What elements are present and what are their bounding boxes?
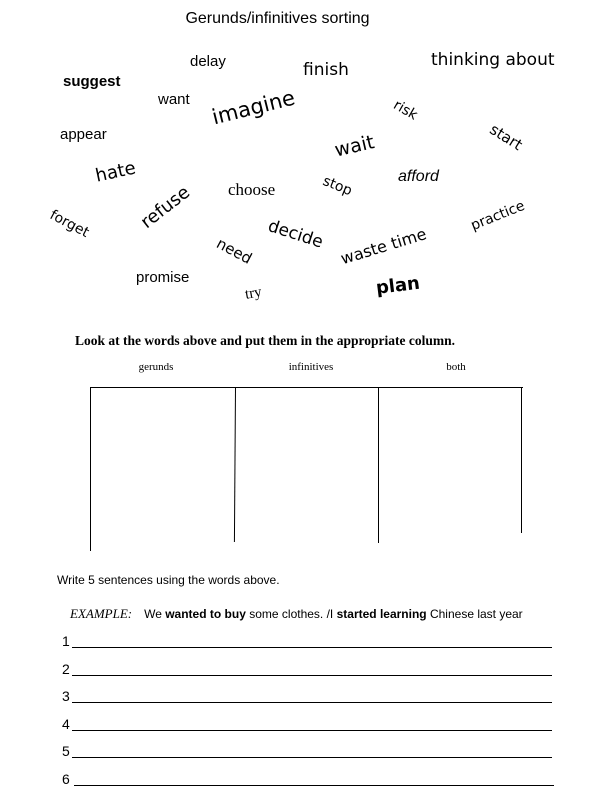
worksheet-title: Gerunds/infinitives sorting: [185, 10, 370, 27]
table-top-border: [90, 387, 523, 388]
word-stop: stop: [320, 173, 355, 200]
table-divider-2: [378, 387, 379, 543]
table-right-border: [521, 387, 522, 533]
writing-line-2[interactable]: [72, 675, 552, 676]
word-afford: afford: [398, 168, 439, 185]
word-risk: risk: [390, 97, 421, 124]
word-thinking-about: thinking about: [431, 50, 555, 70]
word-try: try: [243, 284, 264, 303]
example-text-1: We: [144, 607, 166, 621]
writing-line-5[interactable]: [72, 757, 552, 758]
word-need: need: [213, 234, 256, 268]
line-number-5: 5: [62, 743, 70, 759]
word-plan: plan: [374, 272, 422, 299]
table-left-border: [90, 387, 91, 551]
writing-line-1[interactable]: [72, 647, 552, 648]
word-choose: choose: [228, 180, 276, 199]
table-divider-1: [234, 387, 236, 542]
word-imagine: imagine: [209, 85, 298, 130]
column-header-infinitives: infinitives: [288, 361, 334, 373]
word-practice: practice: [468, 197, 528, 234]
example-highlight-1: wanted to buy: [165, 607, 246, 621]
example-label: EXAMPLE:: [70, 606, 133, 621]
writing-line-6[interactable]: [74, 785, 554, 786]
writing-line-3[interactable]: [72, 702, 552, 703]
line-number-4: 4: [62, 716, 70, 732]
word-forget: forget: [46, 207, 92, 241]
example-sentence: [70, 606, 523, 622]
example-highlight-2: started learning: [336, 607, 427, 621]
line-number-2: 2: [62, 661, 70, 677]
line-number-3: 3: [62, 688, 70, 704]
writing-prompt: Write 5 sentences using the words above.: [57, 573, 280, 587]
word-delay: delay: [190, 53, 226, 70]
word-appear: appear: [60, 126, 107, 143]
word-wait: wait: [332, 131, 377, 162]
column-header-both: both: [446, 361, 466, 373]
example-text-3: Chinese last year: [426, 607, 523, 621]
word-start: start: [486, 120, 526, 155]
word-suggest: suggest: [63, 73, 121, 90]
word-decide: decide: [265, 216, 326, 253]
word-waste-time: waste time: [338, 224, 429, 269]
word-refuse: refuse: [136, 181, 195, 233]
line-number-1: 1: [62, 633, 70, 649]
example-text-2: some clothes. /I: [245, 607, 337, 621]
sorting-instruction: Look at the words above and put them in the appropriate column.: [75, 333, 456, 348]
word-want: want: [158, 91, 190, 108]
writing-line-4[interactable]: [72, 730, 552, 731]
word-finish: finish: [303, 60, 349, 80]
word-hate: hate: [93, 157, 138, 187]
column-header-gerunds: gerunds: [138, 361, 174, 373]
word-promise: promise: [136, 269, 190, 286]
line-number-6: 6: [62, 771, 70, 787]
